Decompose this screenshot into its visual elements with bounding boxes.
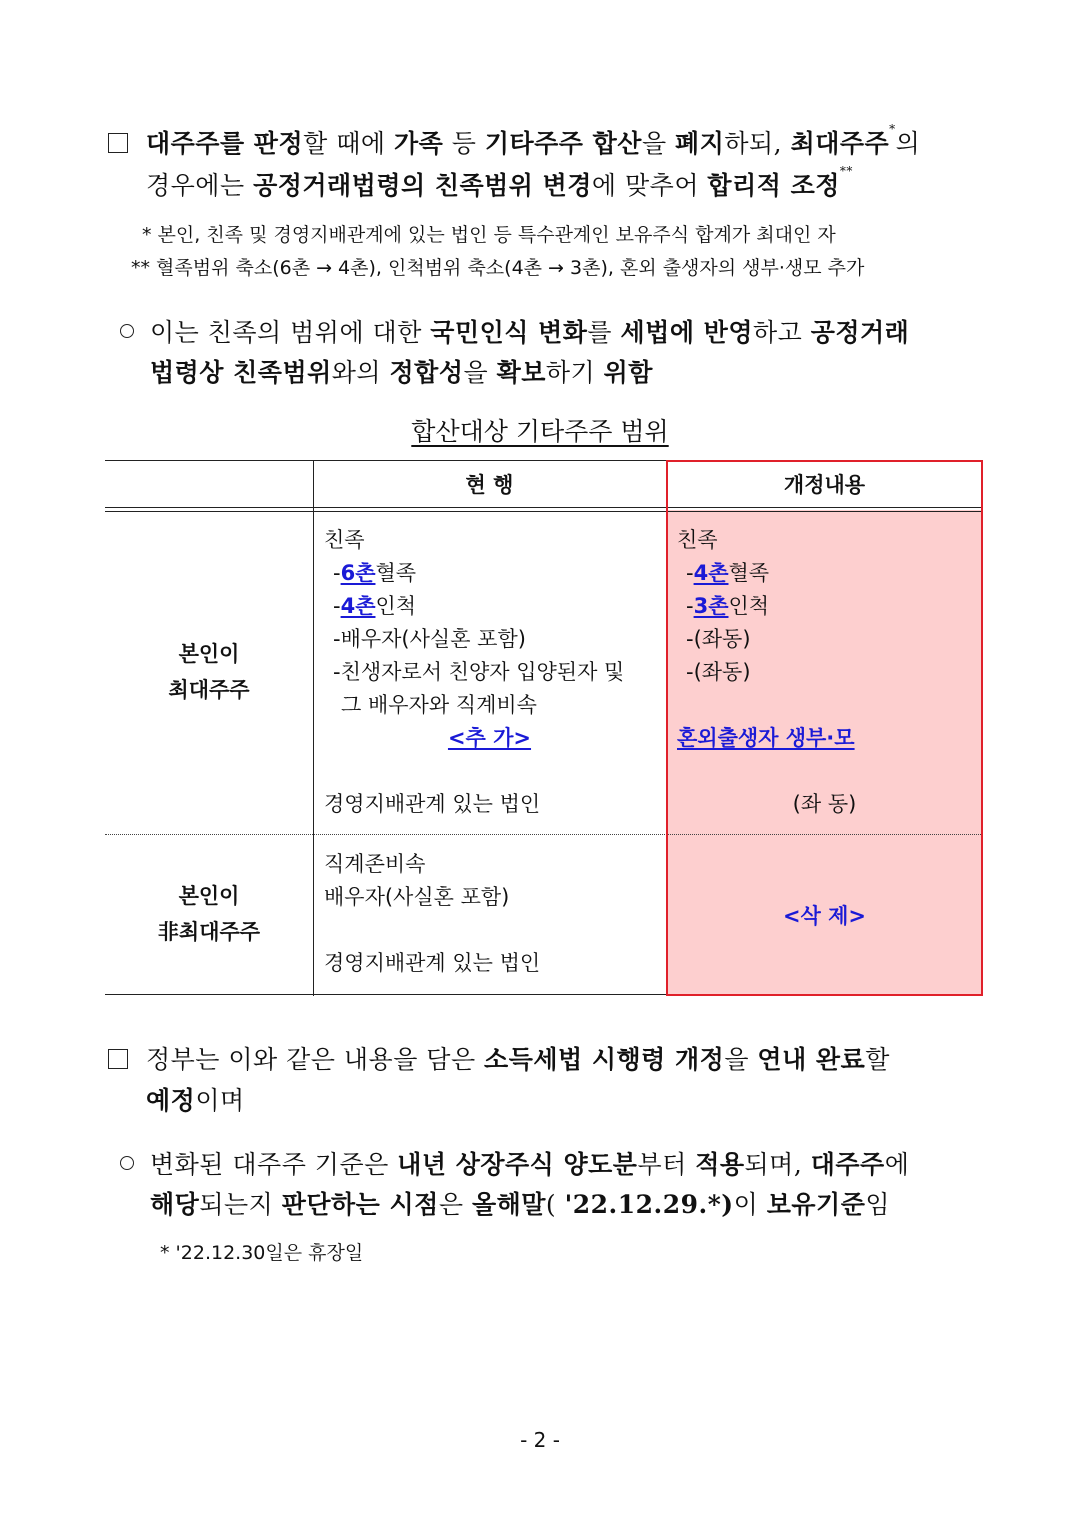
text: 인척 — [375, 594, 417, 618]
table-caption-text: 합산대상 기타주주 범위 — [411, 417, 669, 446]
text: 이 — [733, 1190, 767, 1219]
row2-header-line2: 非최대주주 — [157, 920, 261, 944]
header-revised: 개정내용 — [783, 473, 866, 497]
dash: - — [333, 561, 341, 585]
text-bold: 예정 — [146, 1086, 196, 1115]
revised-column-highlight-border — [666, 460, 983, 996]
degree-highlight: 6촌 — [340, 561, 376, 585]
text: 하기 — [545, 358, 604, 387]
text-bold: '22.12.29.*) — [564, 1190, 734, 1219]
degree-highlight: 3촌 — [693, 594, 729, 618]
text: ( — [545, 1190, 565, 1219]
text-bold: 합리적 조정 — [707, 171, 840, 200]
text-bold: 연내 완료 — [757, 1045, 866, 1074]
dash: - — [686, 594, 694, 618]
section1-bullet-line1 — [120, 313, 909, 349]
row1-current-adopted: -친생자로서 친양자 입양된자 및 — [333, 660, 625, 684]
footnote-3: * '22.12.30일은 휴장일 — [160, 1242, 364, 1264]
text-bold: 보유기준 — [766, 1190, 866, 1219]
footnote-1: * 본인, 친족 및 경영지배관계에 있는 법인 등 특수관계인 보유주식 합계가 최대인 자 — [142, 224, 836, 246]
text: 되는지 — [199, 1190, 282, 1219]
section2-line1 — [108, 1040, 890, 1076]
text: 에 맞추어 — [591, 171, 708, 200]
dash: - — [686, 561, 694, 585]
row1-header — [105, 636, 313, 708]
text: 의 — [895, 129, 921, 158]
row1-current-relatives: 친족 — [324, 528, 365, 552]
row1-current-adopted-cont: 그 배우자와 직계비속 — [341, 693, 537, 717]
text: 은 — [438, 1190, 472, 1219]
degree-highlight: 4촌 — [340, 594, 376, 618]
text-bold: 정합성 — [389, 358, 464, 387]
row1-revised-spouse: -(좌동) — [686, 627, 751, 651]
header-current: 현 행 — [465, 473, 514, 497]
table-caption — [0, 412, 1080, 448]
text: 할 때에 — [303, 129, 394, 158]
row1-current-corp: 경영지배관계 있는 법인 — [324, 792, 541, 816]
row1-revised-adopted: -(좌동) — [686, 660, 751, 684]
row1-header-line2: 최대주주 — [168, 678, 250, 702]
text: 에 — [884, 1150, 910, 1179]
text: 을 — [724, 1045, 758, 1074]
text: 할 — [865, 1045, 890, 1074]
text-bold: 내년 상장주식 양도분 — [397, 1150, 638, 1179]
comparison-table — [105, 460, 983, 996]
footnote-mark: ** — [839, 164, 853, 178]
row2-current-spouse: 배우자(사실혼 포함) — [324, 885, 510, 909]
text-bold: 확보 — [496, 358, 546, 387]
text-bold: 공정거래법령의 친족범위 변경 — [253, 171, 592, 200]
text: 을 — [641, 129, 676, 158]
row1-revised-relatives: 친족 — [677, 528, 718, 552]
text: 경우에는 — [146, 171, 254, 200]
section2-line2 — [146, 1081, 245, 1117]
text-bold: 해당 — [150, 1190, 200, 1219]
text: 변화된 대주주 기준은 — [150, 1150, 398, 1179]
row1-current-added — [313, 722, 666, 755]
text: 를 — [587, 318, 621, 347]
footnote-mark: * — [889, 122, 896, 136]
text-bold: 적용 — [695, 1150, 745, 1179]
text-bold: 세법에 반영 — [620, 318, 753, 347]
row1-current-blood — [333, 557, 416, 590]
row2-header-line1: 본인이 — [178, 884, 240, 908]
text: 을 — [463, 358, 497, 387]
row2-header — [105, 878, 313, 950]
added-label: <추 가> — [447, 726, 532, 750]
text-bold: 공정거래 — [810, 318, 910, 347]
added-label: 혼외출생자 생부·모 — [677, 726, 855, 750]
text-bold: 위함 — [603, 358, 653, 387]
page-number: - 2 - — [520, 1428, 560, 1452]
text: 혈족 — [728, 561, 770, 585]
text: 임 — [865, 1190, 891, 1219]
text: 하되, — [724, 129, 791, 158]
text: 부터 — [637, 1150, 696, 1179]
text: 이는 친족의 범위에 대한 — [150, 318, 431, 347]
text: 등 — [443, 129, 485, 158]
degree-highlight: 4촌 — [693, 561, 729, 585]
row1-revised-corp: (좌 동) — [792, 792, 857, 816]
text-bold: 대주주를 판정 — [146, 129, 304, 158]
text-bold: 대주주 — [810, 1150, 885, 1179]
text: 정부는 이와 같은 내용을 담은 — [146, 1045, 485, 1074]
footnote-2: ** 혈족범위 축소(6촌 → 4촌), 인척범위 축소(4촌 → 3촌), 혼외 출생자의 생부·생모 추가 — [131, 257, 865, 279]
section2-bullet-line1 — [120, 1145, 909, 1181]
text: 이며 — [195, 1086, 245, 1115]
section1-line2 — [146, 166, 853, 202]
text-bold: 올해말 — [471, 1190, 546, 1219]
bullet-circle-icon — [120, 1156, 134, 1170]
section2-bullet-line2 — [150, 1185, 890, 1221]
text-bold: 소득세법 시행령 개정 — [484, 1045, 725, 1074]
text: 하고 — [752, 318, 811, 347]
text-bold: 가족 — [393, 129, 444, 158]
bullet-circle-icon — [120, 324, 134, 338]
row1-current-spouse: -배우자(사실혼 포함) — [333, 627, 526, 651]
text-bold: 최대주주 — [790, 129, 890, 158]
text: 혈족 — [375, 561, 417, 585]
row1-current-inlaw — [333, 590, 416, 623]
row1-header-line1: 본인이 — [178, 642, 240, 666]
text-bold: 기타주주 합산 — [484, 129, 642, 158]
row2-revised-deleted: <삭 제> — [782, 904, 867, 928]
section1-line1 — [108, 124, 920, 160]
checkbox-square-icon — [108, 133, 128, 153]
text-bold: 법령상 친족범위 — [150, 358, 332, 387]
text-bold: 국민인식 변화 — [430, 318, 588, 347]
row2-current-lineal: 직계존비속 — [324, 852, 426, 876]
dash: - — [333, 594, 341, 618]
text: 되며, — [744, 1150, 811, 1179]
section1-bullet-line2 — [150, 353, 653, 389]
row2-current-corp: 경영지배관계 있는 법인 — [324, 951, 541, 975]
text-bold: 폐지 — [675, 129, 725, 158]
text: 와의 — [331, 358, 390, 387]
text-bold: 판단하는 시점 — [281, 1190, 439, 1219]
text: 인척 — [728, 594, 770, 618]
checkbox-square-icon — [108, 1049, 128, 1069]
